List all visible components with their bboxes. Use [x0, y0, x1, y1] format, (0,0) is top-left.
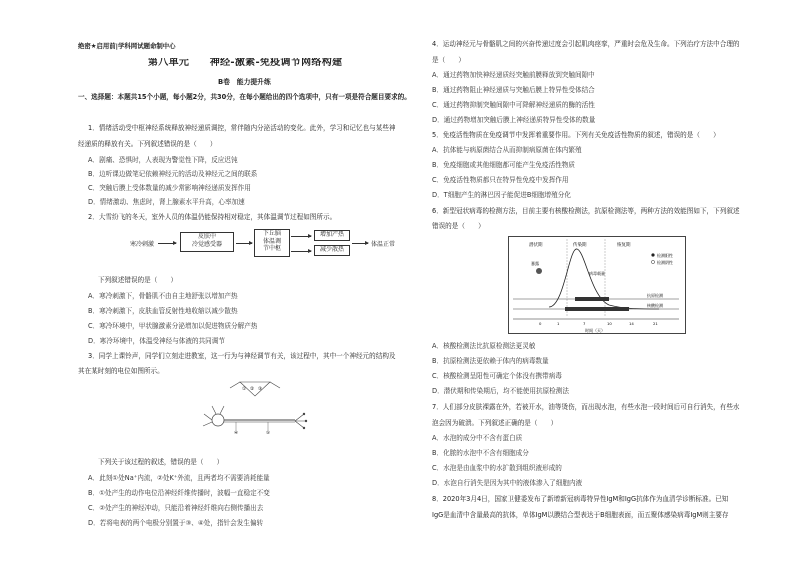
fig-stimulus: 寒冷刺激 — [130, 241, 155, 248]
q5-option-a: A．抗体能与病原菌结合从而抑制病原菌在体内繁殖 — [432, 146, 582, 154]
q4-stem-line1: 4．运动神经元与骨骼肌之间的兴奋传递过度会引起肌肉痉挛，严重时会危及生命。下列治疗方法中合理的 — [432, 40, 740, 48]
label-5: ⑤ — [266, 431, 271, 436]
viral-load-label: 病毒载量 — [589, 271, 605, 276]
tick-14: 14 — [629, 321, 634, 326]
terminal-bulb-1 — [303, 413, 305, 415]
exposure-label: 暴露 — [531, 261, 539, 266]
q7-option-d: D．水泡自行消失是因为其中的液体渗入了细胞内液 — [432, 479, 583, 487]
fig-receptor-box — [180, 232, 234, 252]
q7-option-b: B．化脓的水泡中不含有细胞成分 — [432, 449, 529, 457]
q2-stem: 2．大雪纷飞的冬天，室外人员的体温仍能保持相对稳定，其体温调节过程如图所示。 — [88, 213, 337, 221]
q3-option-b: B．①处产生的动作电位沿神经纤维传播时，波幅一直稳定不变 — [88, 489, 270, 497]
section-heading: 一、选择题：本题共15个小题，每小题2分，共30分，在每小题给出的四个选项中，只有一项是符合题目要求的。 — [78, 93, 411, 101]
q6-detection-graph — [508, 236, 686, 334]
fig-arrow-1 — [158, 243, 176, 244]
fig-out-up-box: 增加产热 — [314, 230, 350, 241]
q3-option-d: D．若将电表的两个电极分别置于③、④处，指针会发生偏转 — [88, 519, 264, 527]
fig-receptor-line1: 皮肤中 — [197, 233, 216, 240]
tick-10: 10 — [607, 321, 612, 326]
q5-option-d: D．T细胞产生的淋巴因子能促进B细胞增殖分化 — [432, 191, 571, 199]
q4-stem-line2: 是（ ） — [432, 56, 465, 64]
q8-stem-line2: IgG是血清中含量最高的抗体，单体IgM以膜结合型表达于B细胞表面，而五聚体感染病毒IgM则主要存 — [432, 511, 729, 519]
fig-center-line2: 体温调 — [262, 237, 281, 245]
q6-option-a: A．核酸检测法比抗原检测法更灵敏 — [432, 342, 536, 350]
fig-out-down-box: 减少散热 — [314, 245, 350, 256]
terminal-bulb-2 — [305, 420, 307, 422]
q3-ask: 下列关于该过程的叙述，错误的是（ ） — [98, 458, 224, 466]
q7-option-a: A．水泡的成分中不含有蛋白质 — [432, 434, 523, 442]
nucleic-positive-bar — [565, 307, 629, 311]
tick-21: 21 — [653, 321, 658, 326]
q7-option-c: C．水泡是由血浆中的水扩散到组织液形成的 — [432, 464, 562, 472]
q1-stem-line2: 经递质的释放有关。下列叙述错误的是（ ） — [78, 140, 217, 148]
label-1: ① — [242, 387, 247, 392]
q5-option-c: C．免疫活性物质都只在特异性免疫中发挥作用 — [432, 176, 569, 184]
q5-option-b: B．免疫细胞或其他细胞都可能产生免疫活性物质 — [432, 161, 575, 169]
fig-center-line3: 节中枢 — [262, 245, 281, 252]
q6-option-d: D．潜伏期和传染期后，均不能使用抗原检测法 — [432, 387, 569, 395]
fig-receptor-line2: 冷觉感受器 — [191, 240, 222, 248]
q2-ask: 下列叙述错误的是（ ） — [98, 276, 178, 284]
q4-option-d: D．通过药物增加突触后膜上神经递质特异性受体的数量 — [432, 116, 596, 124]
tick-7: 7 — [583, 321, 586, 326]
meter-lead-right — [270, 382, 280, 388]
q7-stem-line1: 7．人们部分皮肤裸露在外，若被开水，油等烫伤，而出现水泡，有些水泡一段时间后可自行消失，有些水 — [432, 403, 740, 411]
q3-neuron-figure — [200, 378, 320, 448]
row-nucleic: 核酸检测 — [647, 303, 663, 308]
q2-option-c: C．寒冷环境中，甲状腺激素分泌增加以促进物质分解产热 — [88, 322, 258, 330]
fig-result: 体温正常 — [371, 241, 396, 248]
virus-icon — [536, 268, 542, 274]
q1-option-a: A．剧痛、恐惧时，人表现为警觉性下降，反应迟钝 — [88, 156, 238, 164]
q2-option-b: B．寒冷刺激下，皮肤血管反射性地收缩以减少散热 — [88, 307, 238, 315]
cell-body — [212, 414, 224, 426]
q1-option-b: B．边听课边做笔记依赖神经元的活动及神经元之间的联系 — [88, 170, 258, 178]
page-title: 第八单元 神经-激素-免疫调节网络构建 — [148, 58, 343, 67]
meter-lead-left — [230, 382, 240, 388]
legend-neg-marker — [651, 260, 654, 263]
q4-option-b: B．通过药物阻止神经递质与突触后膜上特异性受体结合 — [432, 86, 595, 94]
q6-option-c: C．核酸检测呈阳性可确定个体没有携带病毒 — [432, 372, 562, 380]
q3-stem-line2: 其在某时刻的电位如图所示。 — [78, 367, 164, 375]
legend-pos-marker — [651, 253, 654, 256]
fig-arrow-5 — [352, 243, 368, 244]
q1-option-d: D．情绪激动、焦虑时，肾上腺素水平升高，心率加速 — [88, 198, 245, 206]
legend-neg: 检测阴性 — [657, 260, 673, 265]
q1-option-c: C．突触后膜上受体数量的减少常影响神经递质发挥作用 — [88, 184, 251, 192]
fig-center-line1: 下丘脑 — [262, 230, 281, 237]
q1-stem-line1: 1．情绪活动受中枢神经系统释放神经递质调控，常伴随内分泌活动的变化。此外，学习和记忆也与某些神 — [88, 124, 396, 132]
q6-stem-line2: 错误的是（ ） — [432, 222, 485, 230]
x-axis-label: 时间（天） — [585, 328, 605, 333]
fig-center-box — [254, 229, 290, 257]
q2-option-a: A．寒冷刺激下，骨骼肌不由自主地舒张以增加产热 — [88, 292, 238, 300]
q6-option-b: B．抗原检测法更依赖于体内的病毒数量 — [432, 357, 549, 365]
fig-arrow-4 — [291, 251, 311, 252]
legend-pos: 检测阳性 — [657, 253, 673, 258]
secret-label: 绝密★启用前|学科网试题命制中心 — [78, 42, 176, 50]
label-2: ② — [250, 387, 255, 392]
q3-option-a: A．此刻①处Na⁺内流，②处K⁺外流，且两者均不需要消耗能量 — [88, 474, 270, 482]
q3-stem-line1: 3．同学上课铃声，同学们立刻走进教室，这一行为与神经调节有关，该过程中，其中一个神经元的结构及 — [88, 352, 396, 360]
fig-arrow-3 — [291, 236, 311, 237]
page-subtitle: B卷 能力提升练 — [218, 78, 271, 86]
tick-0: 0 — [539, 321, 542, 326]
phase-contagious: 传染期 — [573, 243, 587, 248]
terminal-bulb-3 — [303, 427, 305, 429]
q6-graph-svg — [509, 237, 685, 333]
antigen-positive-bar — [575, 297, 609, 301]
q4-option-a: A．通过药物加快神经递质经突触前膜释放到突触间隙中 — [432, 71, 595, 79]
phase-incubation: 潜伏期 — [529, 243, 543, 248]
label-4: ④ — [234, 431, 239, 436]
q6-stem-line1: 6．新型冠状病毒的检测方法，目前主要有核酸检测法，抗原检测法等，两种方法的效能图如下，下列叙述 — [432, 207, 740, 215]
label-3: ③ — [258, 387, 263, 392]
q2-option-d: D．寒冷环境中，体温受神经与体液的共同调节 — [88, 337, 225, 345]
q8-stem-line1: 8．2020年3月4日，国家卫健委发布了新增新冠病毒特异性IgM和IgG抗体作为血清学诊断标准。已知 — [432, 495, 729, 503]
phase-recovery: 恢复期 — [617, 243, 631, 248]
q5-stem: 5．免疫活性物质在免疫调节中发挥着重要作用。下列有关免疫活性物质的叙述，错误的是（ ） — [432, 131, 720, 139]
q4-option-c: C．通过药物抑制突触间隙中可降解神经递质的酶的活性 — [432, 101, 595, 109]
q7-stem-line2: 泡会因为破溃。下列叙述正确的是（ ） — [432, 419, 558, 427]
tick-1: 1 — [557, 321, 560, 326]
fig-arrow-2 — [236, 243, 252, 244]
q3-option-c: C．②处产生的神经冲动，只能沿着神经纤维向右侧传播出去 — [88, 504, 264, 512]
axon-terminals — [295, 414, 306, 428]
row-antigen: 抗原检测 — [647, 293, 663, 298]
